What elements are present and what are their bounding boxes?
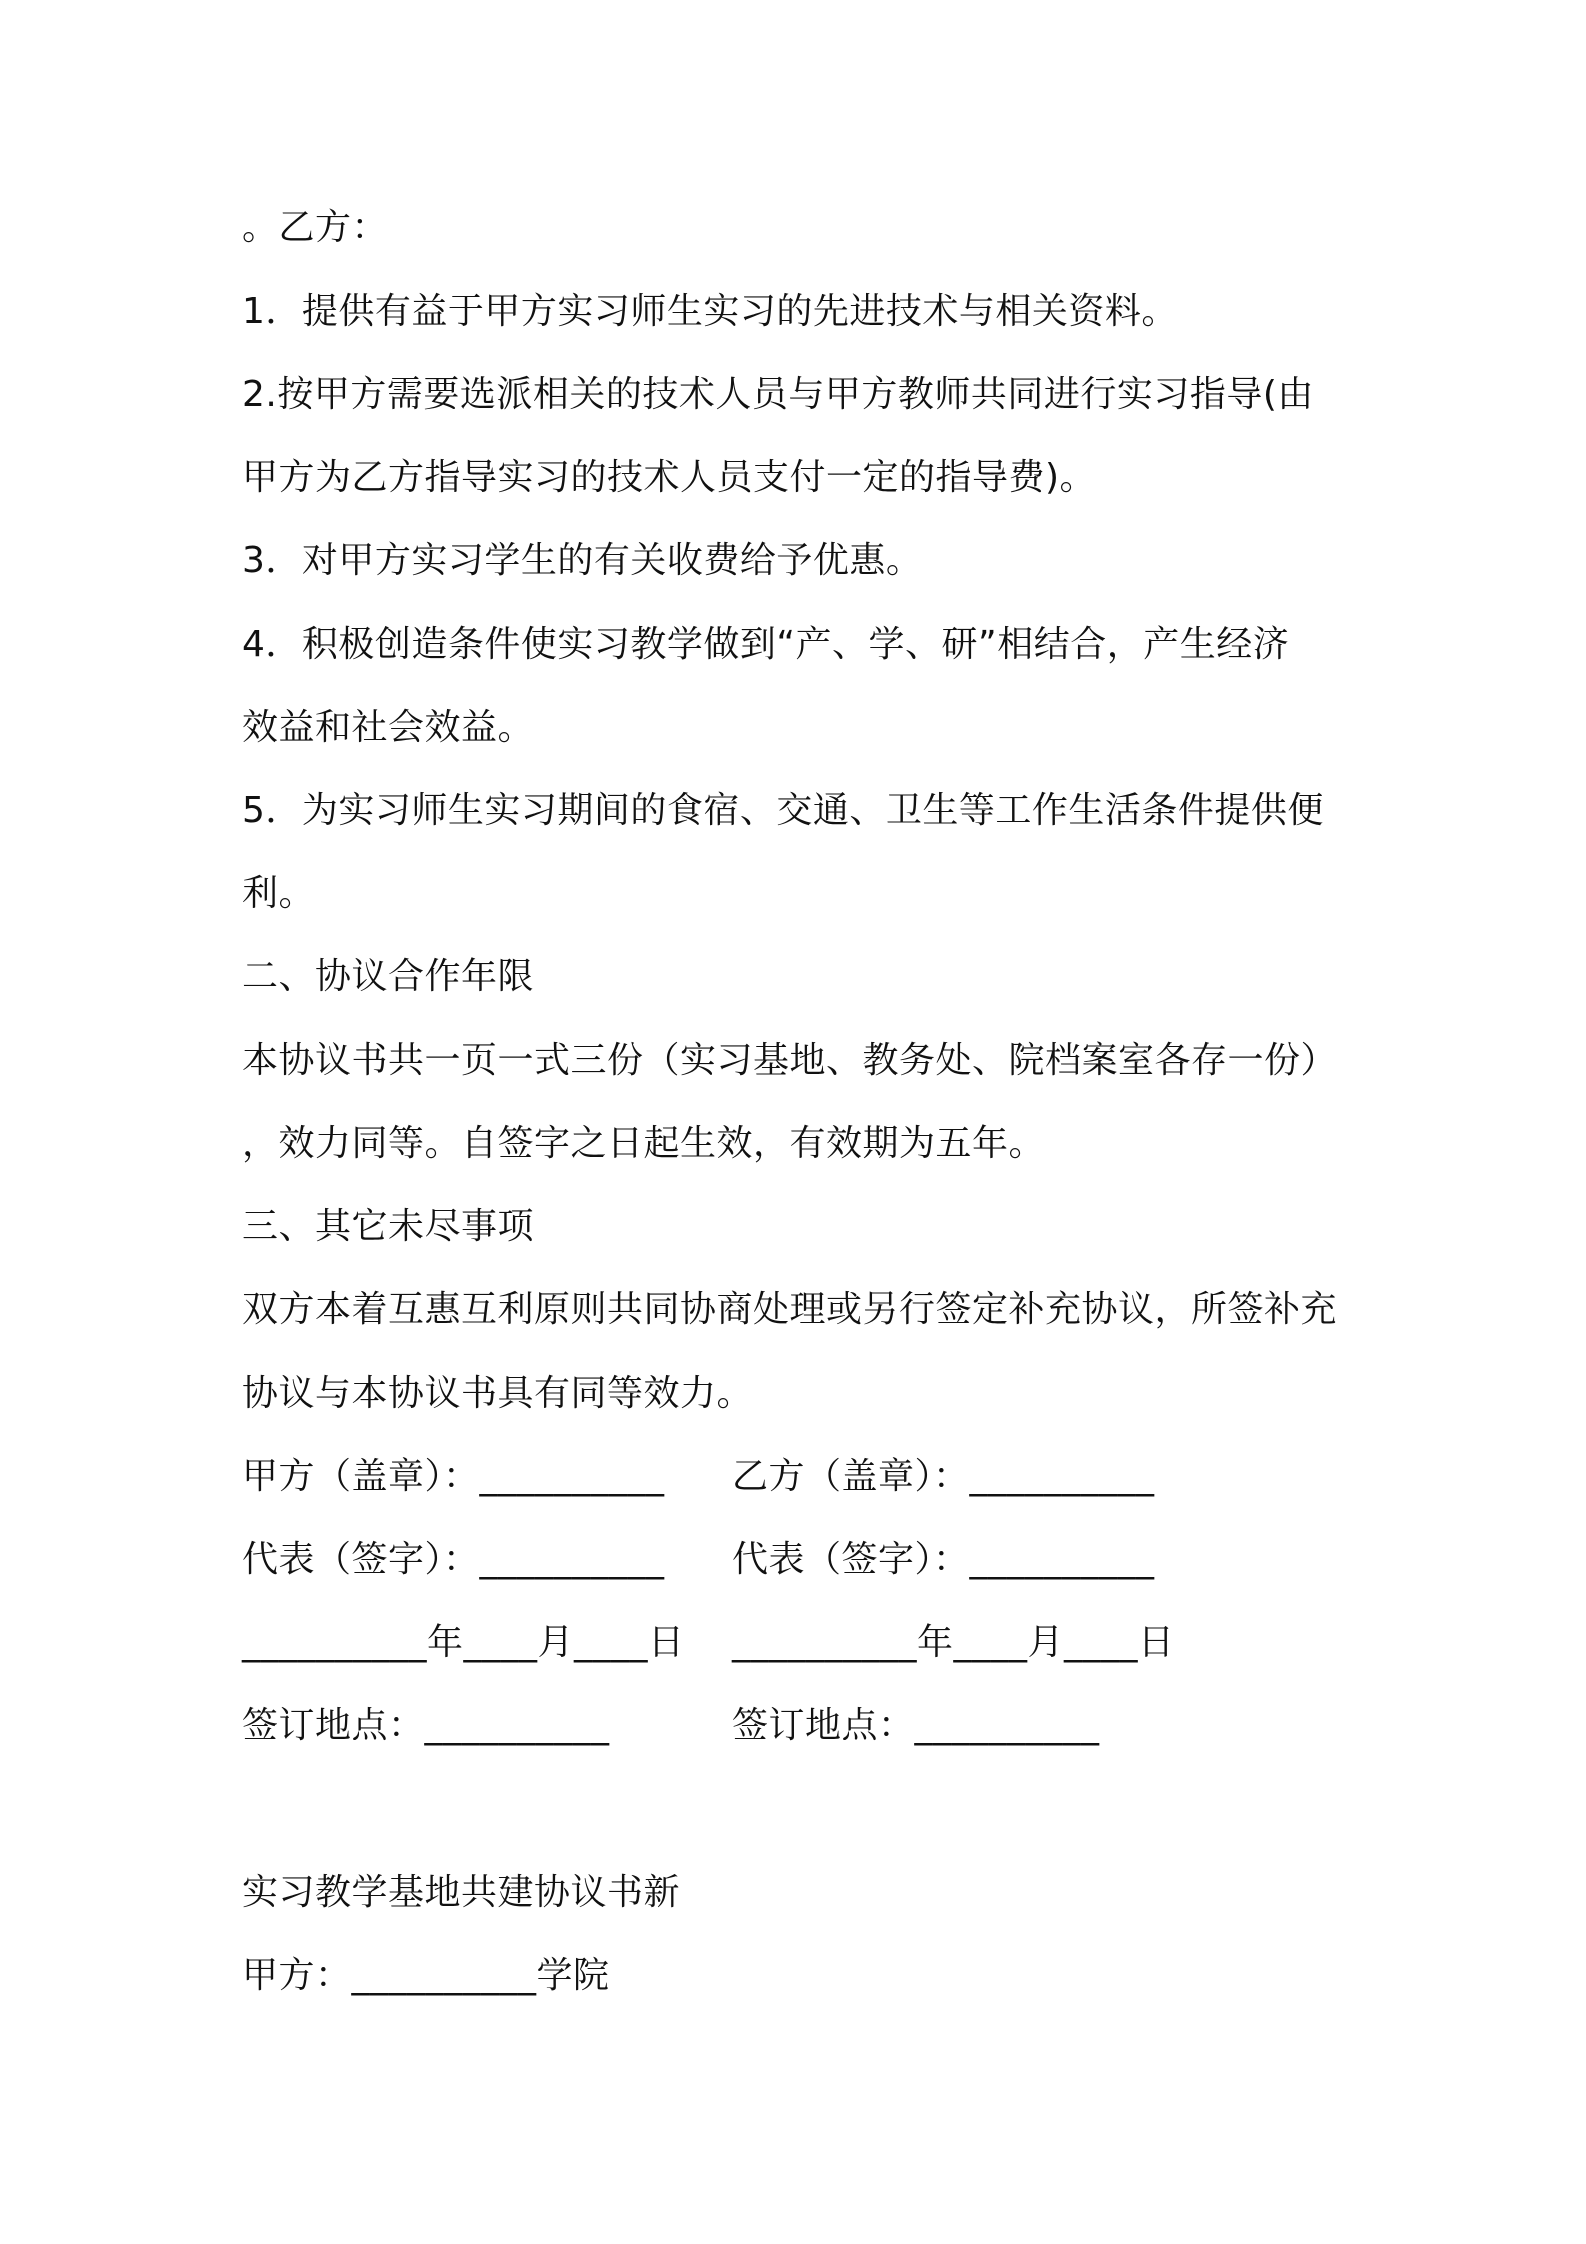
next-document-party-a: 甲方：__________学院 bbox=[242, 1955, 610, 1996]
obligation-line: 1．提供有益于甲方实习师生实习的先进技术与相关资料。 bbox=[242, 291, 1178, 332]
obligation-line: 2.按甲方需要选派相关的技术人员与甲方教师共同进行实习指导(由 bbox=[242, 374, 1314, 415]
section-heading-term: 二、协议合作年限 bbox=[242, 956, 535, 997]
party-b-date-line: __________年____月____日 bbox=[732, 1622, 1175, 1663]
section-text: 协议与本协议书具有同等效力。 bbox=[242, 1373, 754, 1414]
obligation-line: 甲方为乙方指导实习的技术人员支付一定的指导费)。 bbox=[242, 457, 1097, 498]
party-a-seal-line: 甲方（盖章）：__________ bbox=[242, 1456, 665, 1497]
party-a-rep-line: 代表（签字）：__________ bbox=[242, 1539, 665, 1580]
section-text: 本协议书共一页一式三份（实习基地、教务处、院档案室各存一份） bbox=[242, 1040, 1338, 1081]
party-a-date-line: __________年____月____日 bbox=[242, 1622, 685, 1663]
party-b-rep-line: 代表（签字）：__________ bbox=[732, 1539, 1155, 1580]
obligation-line: 效益和社会效益。 bbox=[242, 707, 535, 748]
obligation-line: 利。 bbox=[242, 873, 316, 914]
section-text: 双方本着互惠互利原则共同协商处理或另行签定补充协议，所签补充 bbox=[242, 1289, 1338, 1330]
party-b-place-line: 签订地点：__________ bbox=[732, 1705, 1100, 1746]
obligation-line: 4．积极创造条件使实习教学做到“产、学、研”相结合，产生经济 bbox=[242, 624, 1290, 665]
obligation-line: 5．为实习师生实习期间的食宿、交通、卫生等工作生活条件提供便 bbox=[242, 790, 1324, 831]
section-heading-other: 三、其它未尽事项 bbox=[242, 1206, 535, 1247]
party-a-place-line: 签订地点：__________ bbox=[242, 1705, 610, 1746]
next-document-title: 实习教学基地共建协议书新 bbox=[242, 1872, 681, 1913]
party-b-heading: 。乙方： bbox=[242, 207, 389, 248]
section-text: ，效力同等。自签字之日起生效，有效期为五年。 bbox=[242, 1123, 1046, 1164]
obligation-line: 3．对甲方实习学生的有关收费给予优惠。 bbox=[242, 540, 923, 581]
party-b-seal-line: 乙方（盖章）：__________ bbox=[732, 1456, 1155, 1497]
